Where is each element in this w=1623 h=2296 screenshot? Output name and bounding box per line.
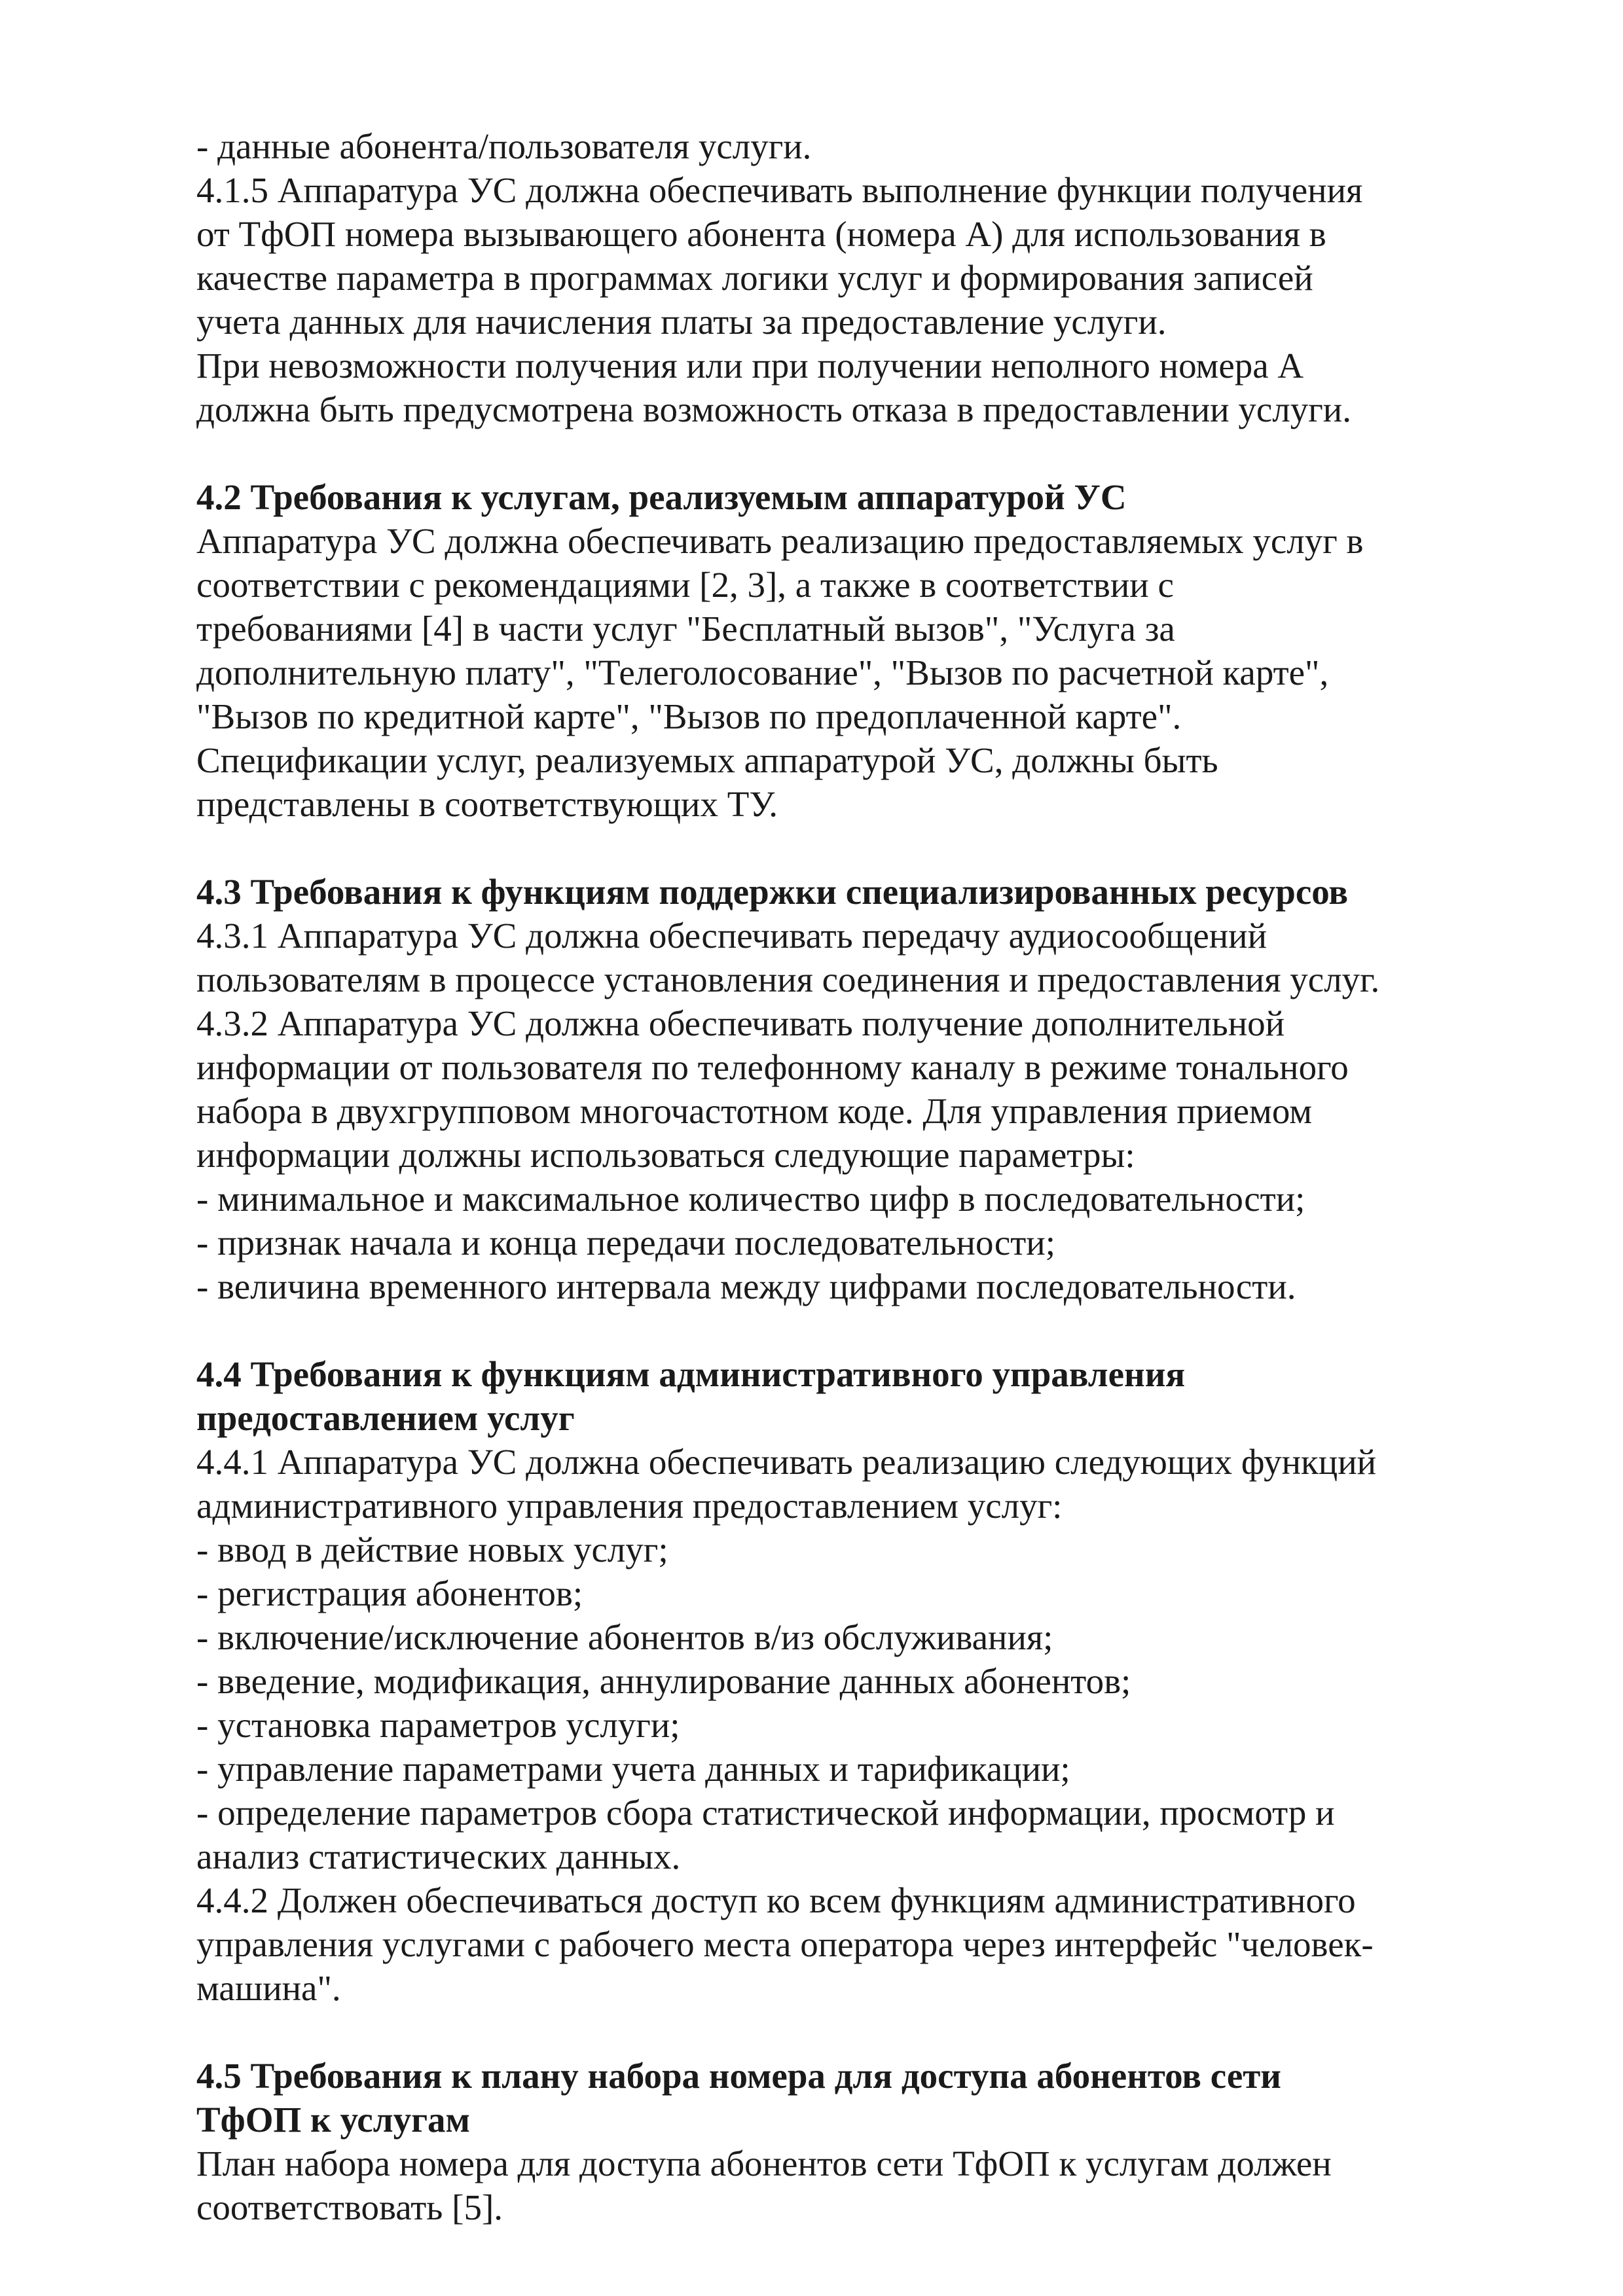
text-line: - введение, модификация, аннулирование данных абонентов; (196, 1661, 1131, 1701)
text-line: 4.1.5 Аппаратура УС должна обеспечивать выполнение функции получения (196, 170, 1363, 210)
text-line: - величина временного интервала между цифрами последовательности. (196, 1266, 1296, 1306)
text-line: 4.4.2 Должен обеспечиваться доступ ко всем функциям административного (196, 1880, 1356, 1920)
document-page (196, 124, 1480, 2229)
text-line: - управление параметрами учета данных и тарификации; (196, 1749, 1070, 1789)
text-line: - признак начала и конца передачи последовательности; (196, 1223, 1055, 1263)
text-line: качестве параметра в программах логики услуг и формирования записей (196, 258, 1313, 298)
text-line: При невозможности получения или при получении неполного номера А (196, 346, 1304, 386)
text-line: должна быть предусмотрена возможность отказа в предоставлении услуги. (196, 389, 1351, 429)
section-4-4 (196, 1352, 1480, 2010)
paragraph-gap (196, 1308, 1480, 1352)
paragraph-gap (196, 2010, 1480, 2054)
text-line: - включение/исключение абонентов в/из обслуживания; (196, 1617, 1053, 1657)
section-4-5 (196, 2054, 1480, 2229)
text-line: соответствовать [5]. (196, 2187, 503, 2227)
section-4-3 (196, 870, 1480, 1308)
text-line: Аппаратура УС должна обеспечивать реализацию предоставляемых услуг в (196, 521, 1364, 561)
intro-block (196, 124, 1480, 431)
text-line: - ввод в действие новых услуг; (196, 1530, 668, 1570)
section-heading: 4.4 Требования к функциям административного управления (196, 1354, 1186, 1394)
text-line: административного управления предоставлением услуг: (196, 1486, 1063, 1526)
section-heading: 4.5 Требования к плану набора номера для доступа абонентов сети (196, 2056, 1281, 2096)
text-line: информации от пользователя по телефонному каналу в режиме тонального (196, 1047, 1349, 1087)
section-heading: ТфОП к услугам (196, 2100, 471, 2140)
text-line: требованиями [4] в части услуг "Бесплатный вызов", "Услуга за (196, 609, 1175, 649)
text-line: дополнительную плату", "Телеголосование", "Вызов по расчетной карте", (196, 653, 1329, 692)
text-line: набора в двухгрупповом многочастотном коде. Для управления приемом (196, 1091, 1313, 1131)
text-line: - регистрация абонентов; (196, 1573, 583, 1613)
text-line: от ТфОП номера вызывающего абонента (номера А) для использования в (196, 214, 1326, 254)
text-line: 4.3.1 Аппаратура УС должна обеспечивать передачу аудиосообщений (196, 916, 1267, 956)
section-heading: предоставлением услуг (196, 1398, 575, 1438)
paragraph-gap (196, 431, 1480, 475)
text-line: учета данных для начисления платы за предоставление услуги. (196, 302, 1167, 342)
text-line: - минимальное и максимальное количество цифр в последовательности; (196, 1179, 1305, 1219)
text-line: представлены в соответствующих ТУ. (196, 784, 778, 824)
section-heading: 4.3 Требования к функциям поддержки специализированных ресурсов (196, 872, 1349, 912)
text-line: 4.3.2 Аппаратура УС должна обеспечивать получение дополнительной (196, 1003, 1285, 1043)
section-heading: 4.2 Требования к услугам, реализуемым аппаратурой УС (196, 477, 1127, 517)
text-line: Спецификации услуг, реализуемых аппаратурой УС, должны быть (196, 740, 1218, 780)
text-line: соответствии с рекомендациями [2, 3], а также в соответствии с (196, 565, 1174, 605)
section-4-2 (196, 475, 1480, 826)
text-line: - данные абонента/пользователя услуги. (196, 126, 812, 166)
text-line: - установка параметров услуги; (196, 1705, 680, 1745)
paragraph-gap (196, 826, 1480, 870)
text-line: 4.4.1 Аппаратура УС должна обеспечивать реализацию следующих функций (196, 1442, 1377, 1482)
text-line: машина". (196, 1968, 341, 2008)
text-line: План набора номера для доступа абонентов сети ТфОП к услугам должен (196, 2144, 1332, 2183)
text-line: - определение параметров сбора статистической информации, просмотр и (196, 1793, 1335, 1833)
text-line: "Вызов по кредитной карте", "Вызов по предоплаченной карте". (196, 696, 1182, 736)
text-line: информации должны использоваться следующие параметры: (196, 1135, 1135, 1175)
text-line: анализ статистических данных. (196, 1837, 681, 1876)
text-line: управления услугами с рабочего места оператора через интерфейс "человек- (196, 1924, 1374, 1964)
text-line: пользователям в процессе установления соединения и предоставления услуг. (196, 960, 1380, 999)
